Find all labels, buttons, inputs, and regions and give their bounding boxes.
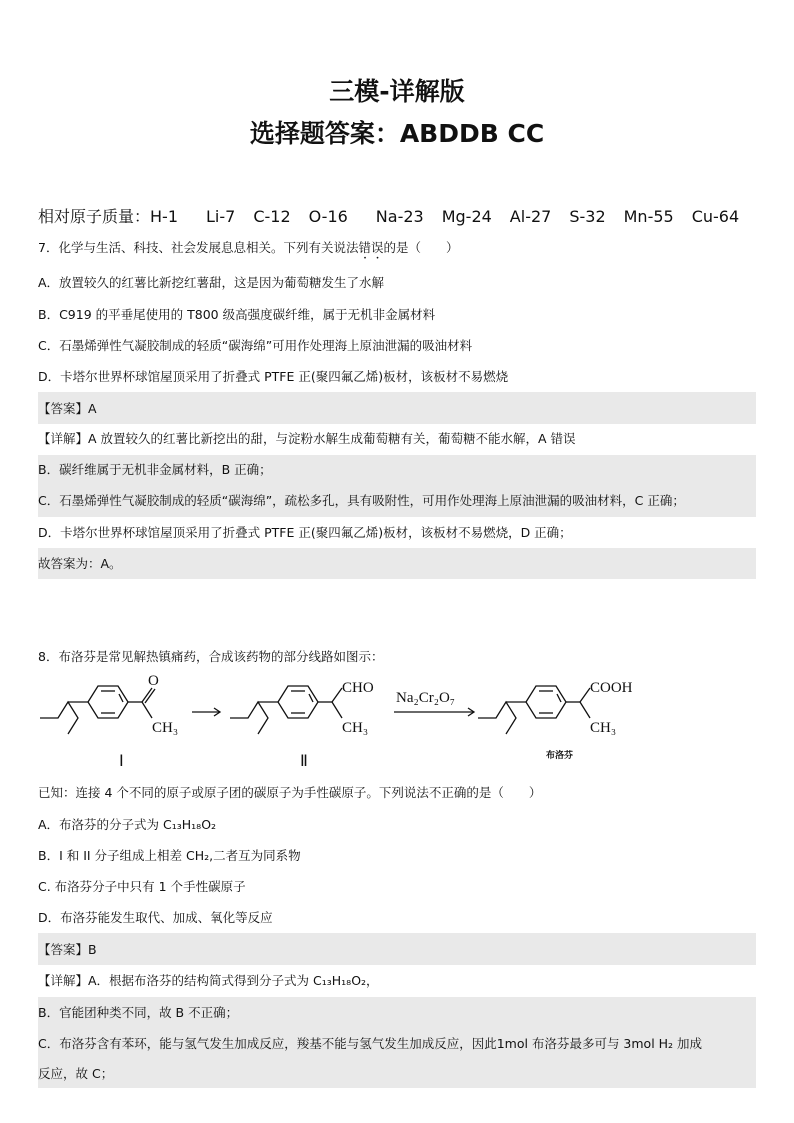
- q8-option-a: A．布洛芬的分子式为 C₁₃H₁₈O₂: [38, 817, 217, 832]
- q7-emphasis: 错误: [358, 240, 384, 255]
- q7-stem: 7．化学与生活、科技、社会发展息息相关。下列有关说法错误的是（ ）: [38, 240, 459, 255]
- atomic-masses-label: 相对原子质量：: [38, 207, 151, 226]
- q8-option-c: C. 布洛芬分子中只有 1 个手性碳原子: [38, 879, 246, 894]
- q8-explanation-c-line2: 反应，故 C；: [38, 1066, 114, 1081]
- atomic-mass-item: Al-27: [509, 207, 552, 226]
- synthesis-scheme: [30, 672, 670, 784]
- atomic-mass-item: O-16: [308, 207, 348, 226]
- compound-i-label: Ⅰ: [119, 753, 124, 770]
- compound-ii-structure: [230, 686, 342, 734]
- compound-i-structure: [40, 686, 155, 734]
- q7-explanation-d: D．卡塔尔世界杯球馆屋顶采用了折叠式 PTFE 正(聚四氟乙烯)板材，该板材不易燃烧，D 正确；: [38, 525, 572, 540]
- atomic-masses-line: [38, 204, 739, 227]
- atomic-mass-item: S-32: [569, 207, 606, 226]
- q8-explanation-b: B．官能团种类不同，故 B 不正确；: [38, 1005, 239, 1020]
- product-label: 布洛芬: [546, 751, 574, 761]
- atomic-mass-item: Cu-64: [691, 207, 740, 226]
- q8-explanation-c-line1: C．布洛芬含有苯环，能与氢气发生加成反应，羧基不能与氢气发生加成反应，因此1mol 布洛芬最多可与 3mol H₂ 加成: [38, 1036, 703, 1051]
- answer-key-heading: 选择题答案：ABDDB CC: [249, 119, 545, 148]
- q8-answer-band: [38, 933, 756, 965]
- q8-option-b: B．I 和 II 分子组成上相差 CH₂,二者互为同系物: [38, 848, 301, 863]
- compound-i-oxygen-label: O: [148, 673, 159, 689]
- q7-answer: 【答案】A: [38, 401, 97, 416]
- q8-explanation-a: 【详解】A．根据布洛芬的结构简式得到分子式为 C₁₃H₁₈O₂，: [38, 973, 379, 988]
- atomic-mass-item: C-12: [253, 207, 291, 226]
- atomic-mass-item: H-1: [150, 207, 178, 226]
- atomic-mass-item: Li-7: [206, 207, 236, 226]
- q8-answer: 【答案】B: [38, 942, 97, 957]
- q7-conclusion: 故答案为：A。: [38, 556, 122, 571]
- q7-answer-band: [38, 392, 756, 424]
- product-carboxyl-label: COOH: [590, 680, 633, 696]
- q7-explanation-a: 【详解】A 放置较久的红薯比新挖出的甜，与淀粉水解生成葡萄糖有关，葡萄糖不能水解，A 错误: [38, 431, 576, 446]
- atomic-mass-item: Mn-55: [623, 207, 674, 226]
- atomic-mass-item: Mg-24: [441, 207, 492, 226]
- product-methyl-label: CH₃: [590, 720, 617, 736]
- q7-explanation-c: C．石墨烯弹性气凝胶制成的轻质“碳海绵”，疏松多孔，具有吸附性，可用作处理海上原油泄漏的吸油材料，C 正确；: [38, 493, 685, 508]
- q7-option-c: C．石墨烯弹性气凝胶制成的轻质“碳海绵”可用作处理海上原油泄漏的吸油材料: [38, 338, 473, 353]
- page-title: 三模-详解版: [329, 77, 465, 106]
- compound-i-methyl-label: CH₃: [152, 720, 179, 736]
- compound-ii-methyl-label: CH₃: [342, 720, 369, 736]
- q8-known: 已知：连接 4 个不同的原子或原子团的碳原子为手性碳原子。下列说法不正确的是（ ）: [38, 785, 542, 800]
- compound-ii-aldehyde-label: CHO: [342, 680, 374, 696]
- q7-explanation-b: B．碳纤维属于无机非金属材料，B 正确；: [38, 462, 272, 477]
- q8-stem: 8．布洛芬是常见解热镇痛药，合成该药物的部分线路如图示：: [38, 649, 384, 664]
- q7-option-b: B．C919 的平垂尾使用的 T800 级高强度碳纤维，属于无机非金属材料: [38, 307, 436, 322]
- q7-option-a: A．放置较久的红薯比新挖红薯甜，这是因为葡萄糖发生了水解: [38, 275, 385, 290]
- q7-conclusion-band: [38, 548, 756, 579]
- q8-option-d: D．布洛芬能发生取代、加成、氧化等反应: [38, 910, 273, 925]
- q7-option-d: D．卡塔尔世界杯球馆屋顶采用了折叠式 PTFE 正(聚四氟乙烯)板材，该板材不易燃烧: [38, 369, 509, 384]
- product-structure: [478, 686, 590, 734]
- reagent-label: Na₂Cr₂O₇: [396, 690, 456, 706]
- compound-ii-label: Ⅱ: [300, 753, 308, 770]
- atomic-mass-item: Na-23: [375, 207, 424, 226]
